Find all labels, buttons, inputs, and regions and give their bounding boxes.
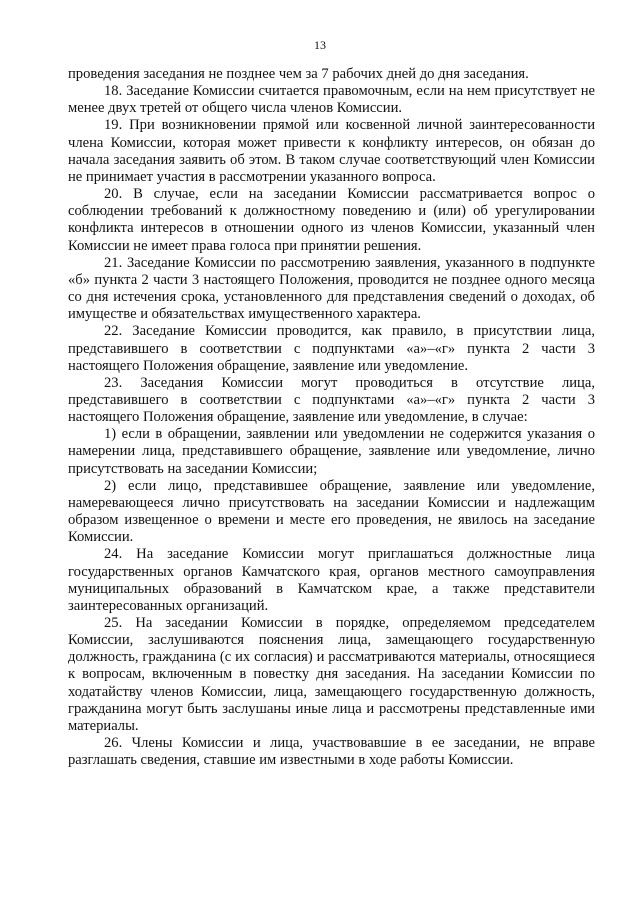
paragraph-19: 19. При возникновении прямой или косвенной личной заинтересованности члена Комиссии, которая может привести к конфликту интересов, он обязан до начала заседания заявить об этом. В таком случае соответствующий член Комиссии не принимает участия в рассмотрении указанного вопроса. — [68, 117, 595, 185]
paragraph-18: 18. Заседание Комиссии считается правомочным, если на нем присутствует не менее двух третей от общего числа членов Комиссии. — [68, 83, 595, 117]
paragraph-26: 26. Члены Комиссии и лица, участвовавшие в ее заседании, не вправе разглашать сведения, ставшие им известными в ходе работы Комиссии. — [68, 735, 595, 769]
paragraph-24: 24. На заседание Комиссии могут приглашаться должностные лица государственных органов Камчатского края, органов местного самоуправления муниципальных образований в Камчатском крае, а также представители заинтересованных организаций. — [68, 546, 595, 614]
paragraph-22: 22. Заседание Комиссии проводится, как правило, в присутствии лица, представившего в соответствии с подпунктами «а»–«г» пункта 2 части 3 настоящего Положения обращение, заявление или уведомление. — [68, 323, 595, 374]
paragraph-21: 21. Заседание Комиссии по рассмотрению заявления, указанного в подпункте «б» пункта 2 части 3 настоящего Положения, проводится не позднее одного месяца со дня истечения срока, установленного для представления сведений о доходах, об имуществе и обязательствах имущественного характера. — [68, 254, 595, 323]
paragraph-25: 25. На заседании Комиссии в порядке, определяемом председателем Комиссии, заслушиваются пояснения лица, замещающего государственную должность, гражданина (с их согласия) и рассматриваются материалы, относящиеся к вопросам, включенным в повестку дня заседания. На заседании Комиссии по ходатайству членов Комиссии, лица, замещающего государственную должность, гражданина могут быть заслушаны иные лица и рассмотрены представленные ими материалы. — [68, 615, 595, 734]
paragraph-23-item-1: 1) если в обращении, заявлении или уведомлении не содержится указания о намерении лица, представившего обращение, заявление или уведомление, лично присутствовать на заседании Комиссии; — [68, 426, 595, 477]
paragraph-23: 23. Заседания Комиссии могут проводиться в отсутствие лица, представившего в соответствии с подпунктами «а»–«г» пункта 2 части 3 настоящего Положения обращение, заявление или уведомление, в случае: — [68, 374, 595, 426]
paragraph-20: 20. В случае, если на заседании Комиссии рассматривается вопрос о соблюдении требований к должностному поведению и (или) об урегулировании конфликта интересов в отношении одного из членов Комиссии, указанный член Комиссии не имеет права голоса при принятии решения. — [68, 186, 595, 254]
document-body — [68, 66, 595, 769]
paragraph-23-item-2: 2) если лицо, представившее обращение, заявление или уведомление, намеревающееся лично присутствовать на заседании Комиссии и надлежащим образом извещенное о времени и месте его проведения, не явилось на заседание Комиссии. — [68, 477, 595, 546]
paragraph-continuation: проведения заседания не позднее чем за 7 рабочих дней до дня заседания. — [68, 66, 529, 82]
page-number: 13 — [314, 38, 326, 52]
